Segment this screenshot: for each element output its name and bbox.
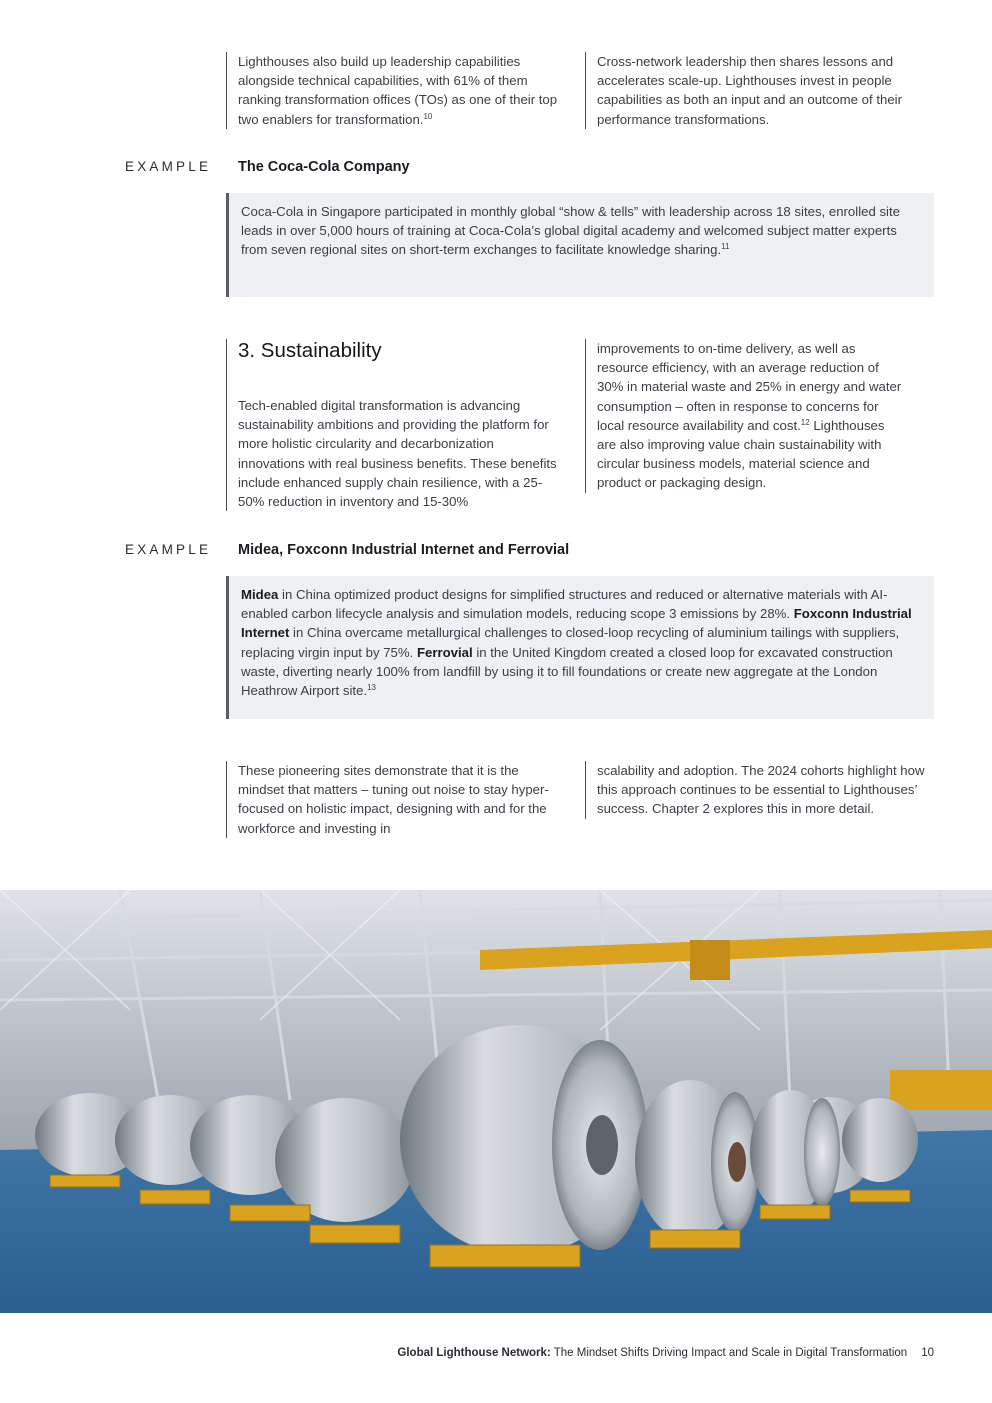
page-number: 10	[921, 1347, 934, 1359]
footer-title: The Mindset Shifts Driving Impact and Scale in Digital Transformation	[550, 1347, 908, 1359]
closing-column-right	[585, 761, 937, 819]
sustainability-left-text: Tech-enabled digital transformation is advancing sustainability ambitions and providing the platform for more holistic circularity and decarbonization innovations with real business benefits. These benefits include enhanced supply chain resilience, with a 25-50% reduction in inventory and 15-30%	[238, 398, 557, 510]
intro-column-left	[226, 52, 558, 129]
closing-right-text: scalability and adoption. The 2024 cohorts highlight how this approach continues to be essential to Lighthouses’ success. Chapter 2 explores this in more detail.	[597, 763, 925, 817]
example-title: Midea, Foxconn Industrial Internet and Ferrovial	[238, 542, 570, 558]
footnote-ref: 11	[721, 242, 730, 252]
closing-column-left	[226, 761, 556, 838]
section-heading: 3. Sustainability	[238, 339, 382, 362]
sustainability-column-left	[226, 339, 562, 511]
sustainability-right-text-cont: Lighthouses are also improving value chain sustainability with circular business models, material science and product or packaging design.	[597, 417, 885, 491]
example-body: in China optimized product designs for simplified structures and reduced or alternative materials with AI-enabled carbon lifecycle analysis and simulation models, reducing scope 3 emissions by 28%.	[241, 587, 888, 622]
example-label: EXAMPLE	[125, 542, 212, 557]
example-label: EXAMPLE	[125, 159, 212, 174]
intro-right-text: Cross-network leadership then shares lessons and accelerates scale-up. Lighthouses invest in people capabilities as both an input and an outcome of their performance transformations.	[597, 54, 902, 127]
company-name: Midea	[241, 587, 279, 602]
example-body: in China overcame metallurgical challenges to closed-loop recycling of aluminium tailings with suppliers, replacing virgin input by 75%.	[241, 625, 900, 660]
example-box	[226, 193, 934, 297]
footnote-ref: 13	[367, 683, 376, 693]
intro-left-text: Lighthouses also build up leadership capabilities alongside technical capabilities, with 61% of them ranking transformation offices (TOs) as one of their top two enablers for transformation.	[238, 54, 558, 127]
company-name: Ferrovial	[416, 644, 473, 660]
sustainability-column-right	[585, 339, 907, 493]
closing-left-text: These pioneering sites demonstrate that it is the mindset that matters – tuning out noise to stay hyper-focused on holistic impact, designing with and for the workforce and investing in	[238, 763, 549, 836]
intro-column-right	[585, 52, 937, 129]
page-footer	[397, 1347, 934, 1359]
example-title: The Coca-Cola Company	[238, 159, 410, 175]
company-name: Foxconn Industrial Internet	[241, 606, 912, 641]
sustainability-right-text: improvements to on-time delivery, as well as resource efficiency, with an average reduction of 30% in material waste and 25% in energy and water consumption – often in response to concerns for local resource availability and cost.	[597, 341, 902, 433]
example-box	[226, 576, 934, 719]
factory-photo	[0, 890, 992, 1313]
footer-series: Global Lighthouse Network:	[397, 1347, 551, 1359]
example-body: Coca-Cola in Singapore participated in monthly global “show & tells” with leadership across 18 sites, enrolled site leads in over 5,000 hours of training at Coca-Cola’s global digital academy and welcomed subject matter experts from seven regional sites on short-term exchanges to facilitate knowledge sharing.	[241, 204, 900, 258]
example-body: in the United Kingdom created a closed loop for excavated construction waste, diverting nearly 100% from landfill by using it to fill foundations or create new aggregate at the London Heathrow Airport site.	[241, 644, 893, 699]
footnote-ref: 12	[800, 417, 810, 427]
footnote-ref: 10	[423, 111, 433, 121]
